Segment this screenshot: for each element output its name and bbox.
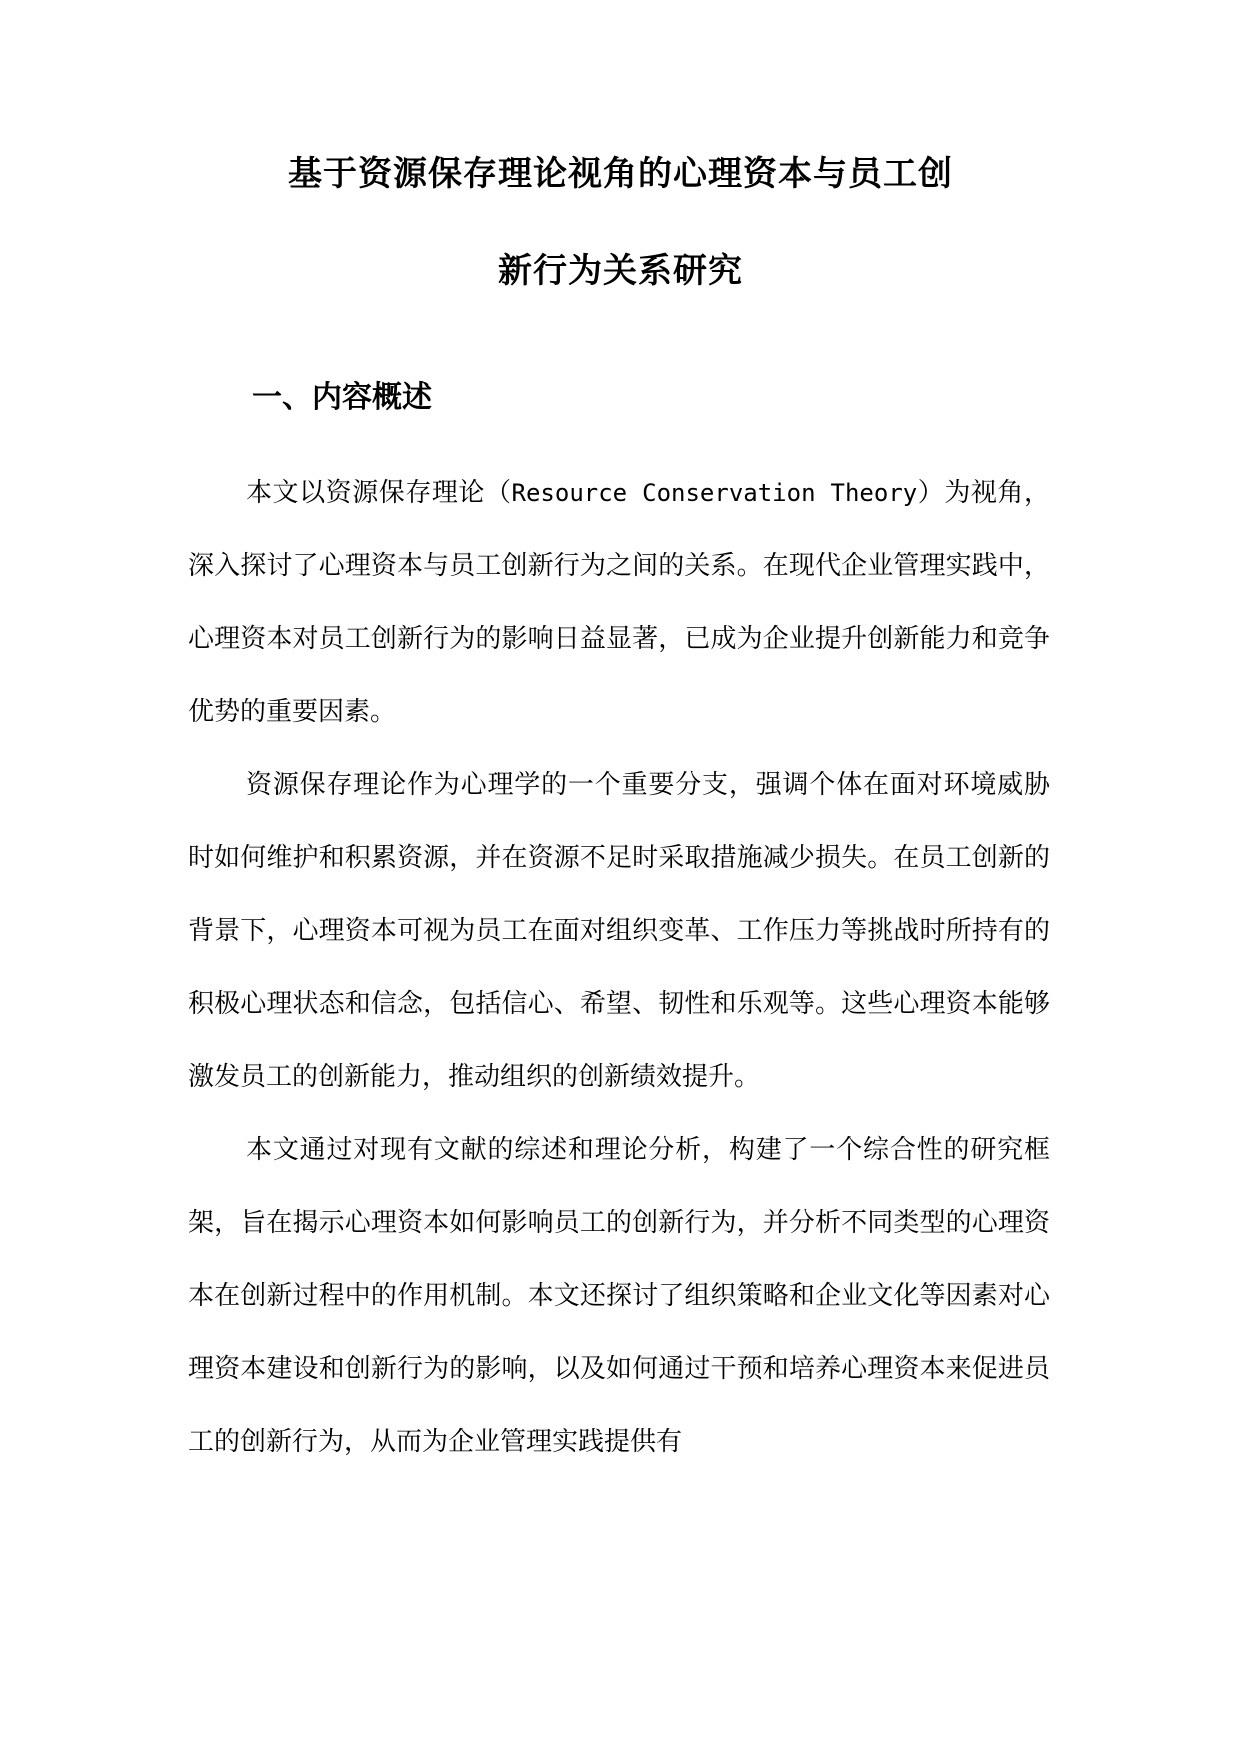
paragraph-1-term: Resource Conservation Theory: [511, 479, 918, 507]
paragraph-1-before: 本文以资源保存理论（: [246, 478, 512, 508]
paragraph-1: [188, 457, 1050, 749]
section-heading: 一、内容概述: [252, 380, 432, 415]
paragraph-2: 资源保存理论作为心理学的一个重要分支，强调个体在面对环境威胁时如何维护和积累资源，并在资源不足时采取措施减少损失。在员工创新的背景下，心理资本可视为员工在面对组织变革、工作压力等挑战时所持有的积极心理状态和信念，包括信心、希望、韧性和乐观等。这些心理资本能够激发员工的创新能力，推动组织的创新绩效提升。: [188, 770, 1050, 1092]
paragraph-1-after: ）为视角，深入探讨了心理资本与员工创新行为之间的关系。在现代企业管理实践中，心理资本对员工创新行为的影响日益显著，已成为企业提升创新能力和竞争优势的重要因素。: [188, 478, 1050, 727]
body-text: [188, 457, 1050, 1479]
document-title-line-2: 新行为关系研究: [498, 251, 743, 291]
document-title-line-1: 基于资源保存理论视角的心理资本与员工创: [288, 154, 953, 194]
paragraph-3: 本文通过对现有文献的综述和理论分析，构建了一个综合性的研究框架，旨在揭示心理资本如何影响员工的创新行为，并分析不同类型的心理资本在创新过程中的作用机制。本文还探讨了组织策略和企业文化等因素对心理资本建设和创新行为的影响，以及如何通过干预和培养心理资本来促进员工的创新行为，从而为企业管理实践提供有: [188, 1135, 1050, 1457]
